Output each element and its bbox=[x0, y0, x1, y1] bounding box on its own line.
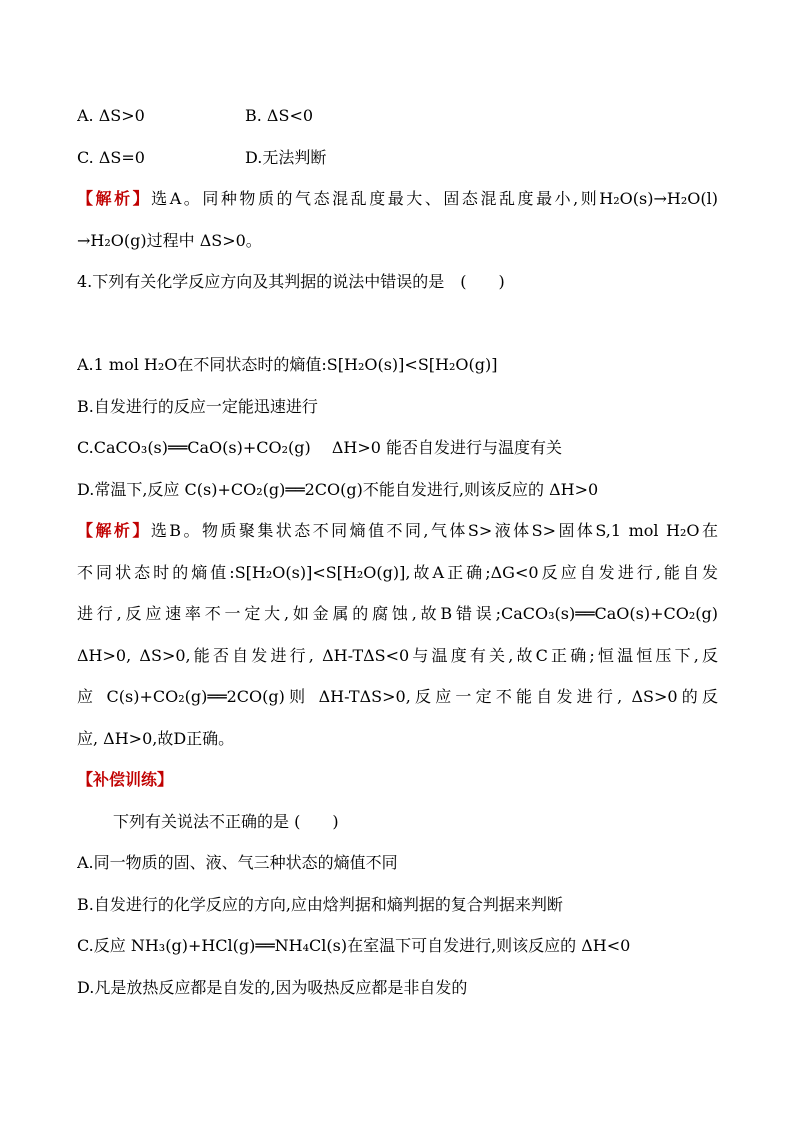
q3-option-b: B. ΔS<0 bbox=[245, 106, 314, 125]
q3-option-a: A. ΔS>0 bbox=[77, 106, 145, 125]
q4-analysis-text: 选B。物质聚集状态不同熵值不同,气体S>液体S>固体S,1 mol H₂O在 bbox=[150, 521, 718, 540]
q4-analysis-line-4 bbox=[77, 635, 718, 677]
q3-analysis-tag: 【解析】 bbox=[77, 189, 152, 208]
supplement-option-b-text: B.自发进行的化学反应的方向,应由焓判据和熵判据的复合判据来判断 bbox=[77, 894, 563, 914]
q3-options-row-2 bbox=[77, 137, 718, 179]
q3-option-c: C. ΔS=0 bbox=[77, 147, 145, 167]
blank-line bbox=[77, 303, 718, 345]
q4-analysis-line-6 bbox=[77, 718, 718, 760]
supplement-option-b bbox=[77, 884, 718, 926]
q3-option-d: D.无法判断 bbox=[245, 147, 327, 167]
q4-option-d-text: D.常温下,反应 C(s)+CO₂(g)══2CO(g)不能自发进行,则该反应的 ΔH>0 bbox=[77, 479, 599, 499]
supplement-option-d bbox=[77, 967, 718, 1009]
supplement-stem bbox=[77, 801, 718, 843]
q3-analysis-text: 选A。同种物质的气态混乱度最大、固态混乱度最小,则H₂O(s)→H₂O(l) bbox=[151, 189, 718, 208]
supplement-stem-text: 下列有关说法不正确的是 ( ) bbox=[113, 811, 339, 831]
q3-analysis-line-2 bbox=[77, 220, 718, 262]
q4-option-a-text: A.1 mol H₂O在不同状态时的熵值:S[H₂O(s)]<S[H₂O(g)] bbox=[77, 355, 498, 374]
q4-option-c bbox=[77, 427, 718, 469]
q4-analysis-text: 进行,反应速率不一定大,如金属的腐蚀,故B错误;CaCO₃(s)══CaO(s)+CO₂(g) bbox=[77, 604, 718, 623]
q4-analysis-line-3 bbox=[77, 593, 718, 635]
q4-analysis-line-2 bbox=[77, 552, 718, 594]
supplement-option-c bbox=[77, 925, 718, 967]
q3-analysis-line-1 bbox=[77, 178, 718, 220]
page-content bbox=[77, 95, 718, 1008]
q4-analysis-text: 应 C(s)+CO₂(g)══2CO(g)则 ΔH-TΔS>0,反应一定不能自发进行, ΔS>0的反 bbox=[77, 687, 718, 706]
supplement-option-c-text: C.反应 NH₃(g)+HCl(g)══NH₄Cl(s)在室温下可自发进行,则该反应的 ΔH<0 bbox=[77, 936, 631, 955]
supplement-tag: 【补偿训练】 bbox=[77, 770, 174, 789]
supplement-heading bbox=[77, 759, 718, 801]
q4-stem bbox=[77, 261, 718, 303]
q4-option-d bbox=[77, 469, 718, 511]
q4-stem-text: 4.下列有关化学反应方向及其判据的说法中错误的是 ( ) bbox=[77, 272, 505, 291]
q4-analysis-line-1 bbox=[77, 510, 718, 552]
supplement-option-a-text: A.同一物质的固、液、气三种状态的熵值不同 bbox=[77, 853, 398, 872]
q3-options-row-1 bbox=[77, 95, 718, 137]
supplement-option-a bbox=[77, 842, 718, 884]
supplement-option-d-text: D.凡是放热反应都是自发的,因为吸热反应都是非自发的 bbox=[77, 977, 468, 997]
q4-option-a bbox=[77, 344, 718, 386]
q4-analysis-text: ΔH>0, ΔS>0,能否自发进行, ΔH-TΔS<0与温度有关,故C正确;恒温恒压下,反 bbox=[77, 645, 718, 665]
q3-analysis-text: →H₂O(g)过程中 ΔS>0。 bbox=[77, 230, 262, 250]
q4-analysis-line-5 bbox=[77, 676, 718, 718]
q4-option-b-text: B.自发进行的反应一定能迅速进行 bbox=[77, 396, 318, 416]
q4-analysis-text: 应, ΔH>0,故D正确。 bbox=[77, 728, 235, 748]
q4-analysis-tag: 【解析】 bbox=[77, 521, 151, 540]
q4-analysis-text: 不同状态时的熵值:S[H₂O(s)]<S[H₂O(g)],故A正确;ΔG<0反应自发进行,能自发 bbox=[77, 562, 718, 582]
q4-option-b bbox=[77, 386, 718, 428]
q4-option-c-text: C.CaCO₃(s)══CaO(s)+CO₂(g) ΔH>0 能否自发进行与温度有关 bbox=[77, 438, 563, 457]
